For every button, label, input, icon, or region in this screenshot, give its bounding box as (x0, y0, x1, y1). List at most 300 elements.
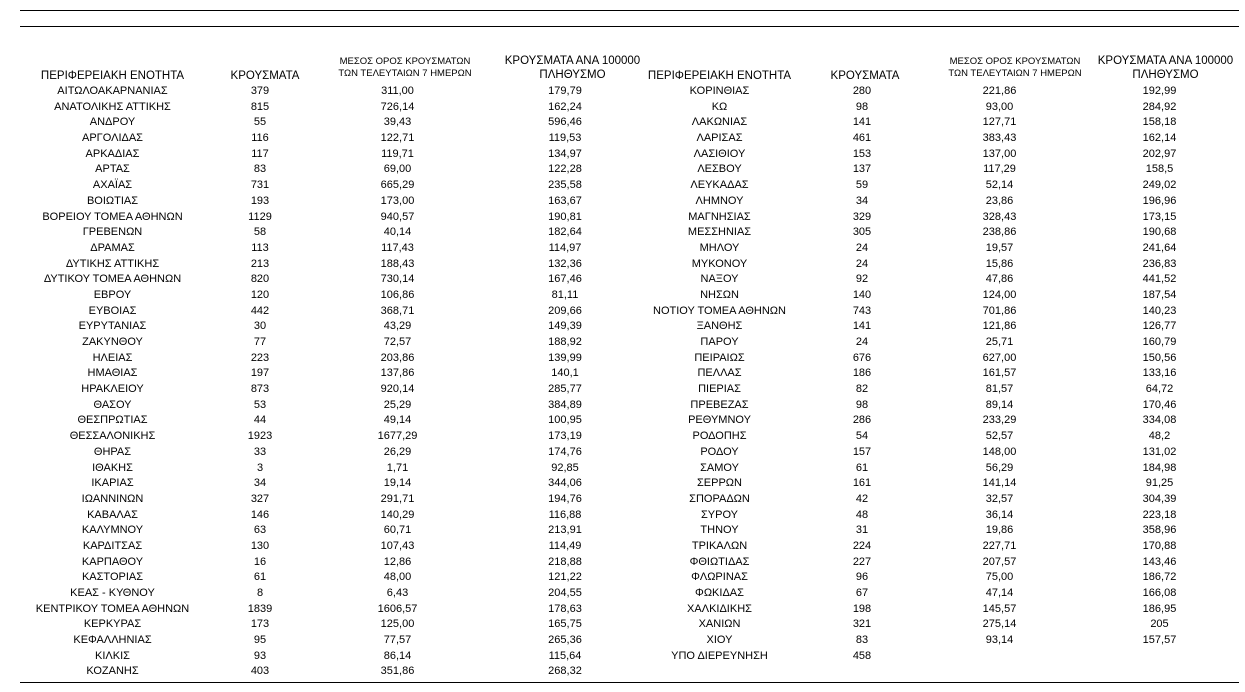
cases-cell: 743 (852, 304, 872, 317)
per100k-cell: 158,5 (1145, 163, 1174, 176)
cases-cell: 173 (250, 618, 270, 631)
region-cell: ΡΟΔΟΥ (700, 445, 739, 458)
avg7-cell: 107,43 (380, 539, 415, 552)
avg7-cell: 383,43 (982, 132, 1017, 145)
table-row (20, 492, 650, 508)
region-cell: ΗΜΑΘΙΑΣ (87, 367, 138, 380)
cases-cell: 140 (852, 288, 872, 301)
table-row (20, 633, 650, 649)
region-cell: ΥΠΟ ΔΙΕΡΕΥΝΗΣΗ (671, 649, 768, 662)
per100k-cell: 218,88 (548, 555, 582, 568)
per100k-cell: 194,76 (548, 492, 582, 505)
avg7-cell: 19,14 (383, 477, 412, 490)
per100k-cell: 165,75 (548, 618, 582, 631)
per100k-cell: 81,11 (551, 288, 579, 301)
table-row (632, 115, 1237, 131)
region-cell: ΛΕΥΚΑΔΑΣ (690, 179, 749, 192)
header-per100k-line2: ΠΛΗΘΥΣΜΟ (1132, 69, 1199, 81)
per100k-cell: 196,96 (1142, 194, 1177, 207)
table-row (632, 210, 1237, 226)
cases-cell: 53 (253, 398, 267, 411)
per100k-cell: 162,14 (1142, 132, 1177, 145)
cases-cell: 280 (852, 85, 872, 97)
region-cell: ΗΡΑΚΛΕΙΟΥ (81, 383, 144, 396)
table-row (20, 351, 650, 367)
table-row (20, 445, 650, 461)
region-cell: ΓΡΕΒΕΝΩΝ (82, 226, 143, 239)
table-row (632, 398, 1237, 414)
header-per100k-line2: ΠΛΗΘΥΣΜΟ (539, 69, 606, 81)
table-row (632, 351, 1237, 367)
cases-cell: 24 (855, 336, 869, 348)
table-row (20, 162, 650, 178)
cases-cell: 8 (256, 587, 264, 599)
per100k-cell: 143,46 (1142, 555, 1177, 568)
header-cases-left: ΚΡΟΥΣΜΑΤΑ (230, 70, 300, 82)
region-cell: ΘΗΡΑΣ (93, 445, 132, 458)
cases-cell: 48 (855, 508, 869, 521)
avg7-cell: 137,86 (380, 367, 415, 380)
table-row (632, 84, 1237, 100)
per100k-cell: 133,16 (1142, 367, 1177, 380)
table-row (20, 523, 650, 539)
region-cell: ΤΗΝΟΥ (700, 524, 739, 537)
avg7-cell: 72,57 (383, 336, 412, 348)
avg7-cell: 627,00 (982, 351, 1017, 364)
left-table (20, 84, 650, 680)
region-cell: ΦΘΙΩΤΙΔΑΣ (689, 555, 750, 568)
avg7-cell: 227,71 (982, 539, 1017, 552)
avg7-cell: 52,57 (985, 430, 1014, 443)
region-cell: ΠΡΕΒΕΖΑΣ (690, 398, 749, 411)
region-cell: ΦΛΩΡΙΝΑΣ (691, 571, 748, 584)
region-cell: ΚΕΡΚΥΡΑΣ (83, 618, 142, 631)
region-cell: ΚΑΣΤΟΡΙΑΣ (81, 571, 144, 584)
cases-cell: 3 (256, 461, 264, 474)
avg7-cell: 1606,57 (377, 602, 418, 615)
region-cell: ΧΑΛΚΙΔΙΚΗΣ (687, 602, 752, 615)
region-cell: ΛΑΚΩΝΙΑΣ (691, 116, 748, 129)
avg7-cell: 25,29 (383, 398, 412, 411)
region-cell: ΣΥΡΟΥ (700, 508, 738, 521)
avg7-cell: 122,71 (380, 132, 415, 145)
header-avg7-line2: ΤΩΝ ΤΕΛΕΥΤΑΙΩΝ 7 ΗΜΕΡΩΝ (948, 68, 1082, 79)
avg7-cell: 89,14 (985, 398, 1014, 411)
per100k-cell: 149,39 (548, 320, 582, 333)
table-row (20, 178, 650, 194)
region-cell: ΚΙΛΚΙΣ (95, 649, 130, 662)
region-cell: ΣΠΟΡΑΔΩΝ (689, 492, 750, 505)
per100k-cell: 182,64 (548, 226, 582, 239)
region-cell: ΚΕΑΣ - ΚΥΘΝΟΥ (70, 587, 155, 599)
table-row (20, 461, 650, 477)
cases-cell: 224 (852, 539, 872, 552)
table-row (632, 523, 1237, 539)
per100k-cell: 209,66 (548, 304, 582, 317)
per100k-cell: 173,15 (1142, 210, 1177, 223)
per100k-cell: 91,25 (1145, 477, 1174, 490)
avg7-cell: 39,43 (383, 116, 412, 129)
region-cell: ΘΕΣΣΑΛΟΝΙΚΗΣ (69, 430, 156, 443)
region-cell: ΝΟΤΙΟΥ ΤΟΜΕΑ ΑΘΗΝΩΝ (653, 304, 786, 317)
region-cell: ΠΙΕΡΙΑΣ (698, 383, 741, 396)
table-row (20, 225, 650, 241)
avg7-cell: 701,86 (982, 304, 1017, 317)
cases-cell: 157 (852, 445, 872, 458)
region-cell: ΧΙΟΥ (706, 634, 733, 647)
avg7-cell: 328,43 (982, 210, 1017, 223)
table-row (632, 461, 1237, 477)
cases-cell: 227 (852, 555, 872, 568)
avg7-cell: 311,00 (381, 85, 414, 97)
cases-cell: 186 (852, 367, 872, 380)
region-cell: ΚΑΒΑΛΑΣ (87, 508, 138, 521)
per100k-cell: 64,72 (1145, 383, 1174, 396)
table-row (632, 366, 1237, 382)
region-cell: ΔΥΤΙΚΗΣ ΑΤΤΙΚΗΣ (65, 257, 160, 270)
cases-cell: 873 (250, 383, 270, 396)
region-cell: ΑΡΓΟΛΙΔΑΣ (82, 132, 143, 145)
right-table (632, 84, 1237, 664)
cases-cell: 223 (250, 351, 270, 364)
cases-cell: 731 (250, 179, 270, 192)
avg7-cell: 275,14 (982, 618, 1017, 631)
cases-cell: 1129 (248, 210, 272, 223)
per100k-cell: 204,55 (548, 587, 582, 599)
cases-cell: 61 (253, 571, 267, 584)
avg7-cell: 145,57 (982, 602, 1017, 615)
region-cell: ΚΟΡΙΝΘΙΑΣ (689, 85, 750, 97)
cases-cell: 44 (253, 414, 267, 427)
table-row (632, 445, 1237, 461)
table-row (632, 382, 1237, 398)
header-avg7-left (320, 56, 490, 80)
region-cell: ΕΥΡΥΤΑΝΙΑΣ (78, 320, 147, 333)
cases-cell: 403 (250, 665, 270, 678)
region-cell: ΑΡΚΑΔΙΑΣ (85, 147, 140, 160)
cases-cell: 327 (250, 492, 270, 505)
table-row (632, 319, 1237, 335)
table-row (632, 586, 1237, 602)
per100k-cell: 384,89 (548, 398, 582, 411)
cases-cell: 33 (253, 445, 267, 458)
table-row (632, 241, 1237, 257)
region-cell: ΚΕΝΤΡΙΚΟΥ ΤΟΜΕΑ ΑΘΗΝΩΝ (35, 602, 190, 615)
table-row (20, 649, 650, 665)
region-cell: ΚΟΖΑΝΗΣ (86, 665, 139, 678)
region-cell: ΚΩ (711, 100, 728, 113)
per100k-cell: 100,95 (548, 414, 582, 427)
avg7-cell: 1677,29 (377, 430, 418, 443)
cases-cell: 161 (852, 477, 872, 490)
region-cell: ΑΡΤΑΣ (95, 163, 130, 176)
avg7-cell: 140,29 (380, 508, 415, 521)
avg7-cell: 117,43 (381, 241, 414, 254)
table-row (20, 664, 650, 680)
cases-cell: 24 (855, 241, 869, 254)
avg7-cell: 19,57 (985, 241, 1014, 254)
region-cell: ΣΑΜΟΥ (700, 461, 739, 474)
table-row (20, 586, 650, 602)
region-cell: ΡΟΔΟΠΗΣ (692, 430, 747, 443)
header-region-left: ΠΕΡΙΦΕΡΕΙΑΚΗ ΕΝΟΤΗΤΑ (40, 70, 185, 82)
per100k-cell: 157,57 (1142, 634, 1177, 647)
table-row (20, 288, 650, 304)
cases-cell: 98 (855, 100, 869, 113)
table-row (20, 304, 650, 320)
region-cell: ΞΑΝΘΗΣ (696, 320, 743, 333)
per100k-cell: 441,52 (1142, 273, 1177, 286)
per100k-cell: 241,64 (1142, 241, 1177, 254)
cases-cell: 63 (253, 524, 267, 537)
avg7-cell: 86,14 (383, 649, 412, 662)
cases-cell: 59 (855, 179, 869, 192)
per100k-cell: 167,46 (548, 273, 582, 286)
per100k-cell: 213,91 (548, 524, 582, 537)
table-row (632, 194, 1237, 210)
per100k-cell: 188,92 (548, 336, 582, 348)
per100k-cell: 178,63 (548, 602, 582, 615)
table-row (632, 429, 1237, 445)
per100k-cell: 249,02 (1142, 179, 1177, 192)
table-row (20, 194, 650, 210)
table-row (632, 508, 1237, 524)
cases-cell: 30 (253, 320, 267, 333)
region-cell: ΛΗΜΝΟΥ (695, 194, 744, 207)
table-row (20, 429, 650, 445)
avg7-cell: 665,29 (380, 179, 415, 192)
per100k-cell: 190,81 (548, 210, 582, 223)
table-row (632, 147, 1237, 163)
region-cell: ΕΥΒΟΙΑΣ (88, 304, 137, 317)
region-cell: ΑΙΤΩΛΟΑΚΑΡΝΑΝΙΑΣ (57, 85, 168, 97)
avg7-cell: 124,00 (982, 288, 1017, 301)
cases-cell: 98 (855, 398, 869, 411)
cases-cell: 321 (852, 618, 872, 631)
per100k-cell: 192,99 (1142, 85, 1177, 97)
region-cell: ΛΑΣΙΘΙΟΥ (693, 147, 746, 160)
cases-cell: 137 (852, 163, 872, 176)
avg7-cell: 19,86 (985, 524, 1014, 537)
region-cell: ΜΥΚΟΝΟΥ (691, 257, 748, 270)
avg7-cell: 233,29 (982, 414, 1017, 427)
avg7-cell: 47,86 (985, 273, 1014, 286)
table-row (632, 225, 1237, 241)
per100k-cell: 170,46 (1142, 398, 1177, 411)
region-cell: ΛΑΡΙΣΑΣ (696, 132, 743, 145)
cases-cell: 54 (855, 430, 869, 443)
cases-cell: 329 (852, 210, 872, 223)
avg7-cell: 93,00 (985, 100, 1014, 113)
table-row (20, 257, 650, 273)
region-cell: ΘΑΣΟΥ (93, 398, 132, 411)
avg7-cell: 141,14 (982, 477, 1017, 490)
table-row (20, 272, 650, 288)
per100k-cell: 202,97 (1142, 147, 1177, 160)
per100k-cell: 268,32 (548, 665, 582, 678)
avg7-cell: 32,57 (985, 492, 1014, 505)
region-cell: ΤΡΙΚΑΛΩΝ (691, 539, 748, 552)
cases-cell: 95 (253, 634, 267, 647)
region-cell: ΝΗΣΩΝ (700, 288, 739, 301)
cases-cell: 305 (852, 226, 872, 239)
per100k-cell: 140,23 (1142, 304, 1177, 317)
table-row (632, 555, 1237, 571)
table-row (20, 555, 650, 571)
table-row (632, 492, 1237, 508)
region-cell: ΚΑΡΠΑΘΟΥ (81, 555, 144, 568)
table-row (20, 617, 650, 633)
cases-cell: 116 (251, 132, 269, 145)
cases-cell: 61 (855, 461, 869, 474)
avg7-cell: 726,14 (380, 100, 415, 113)
table-row (632, 131, 1237, 147)
table-row (632, 335, 1237, 351)
per100k-cell: 114,49 (548, 539, 582, 552)
per100k-cell: 170,88 (1142, 539, 1177, 552)
region-cell: ΦΩΚΙΔΑΣ (695, 587, 744, 599)
header-per100k-right (1088, 54, 1243, 82)
avg7-cell: 69,00 (383, 163, 412, 176)
avg7-cell: 121,86 (982, 320, 1017, 333)
cases-cell: 286 (852, 414, 872, 427)
avg7-cell: 6,43 (386, 587, 409, 599)
cases-cell: 141 (852, 116, 872, 129)
avg7-cell: 25,71 (985, 336, 1014, 348)
bottom-rule (20, 682, 1239, 683)
cases-cell: 1923 (247, 430, 273, 443)
cases-cell: 676 (852, 351, 872, 364)
avg7-cell: 127,71 (982, 116, 1017, 129)
per100k-cell: 179,79 (548, 85, 582, 97)
table-row (632, 304, 1237, 320)
per100k-cell: 186,72 (1142, 571, 1177, 584)
table-row (20, 335, 650, 351)
table-row (632, 602, 1237, 618)
table-row (20, 539, 650, 555)
avg7-cell: 15,86 (985, 257, 1014, 270)
table-row (20, 382, 650, 398)
cases-cell: 83 (253, 163, 267, 176)
avg7-cell: 148,00 (982, 445, 1017, 458)
region-cell: ΕΒΡΟΥ (93, 288, 132, 301)
per100k-cell: 166,08 (1142, 587, 1177, 599)
avg7-cell: 12,86 (383, 555, 412, 568)
per100k-cell: 48,2 (1148, 430, 1171, 443)
avg7-cell: 351,86 (380, 665, 415, 678)
per100k-cell: 187,54 (1142, 288, 1177, 301)
region-cell: ΙΩΑΝΝΙΝΩΝ (81, 492, 144, 505)
cases-cell: 146 (250, 508, 270, 521)
avg7-cell: 52,14 (985, 179, 1014, 192)
avg7-cell: 48,00 (383, 571, 412, 584)
avg7-cell: 940,57 (380, 210, 415, 223)
region-cell: ΡΕΘΥΜΝΟΥ (688, 414, 751, 427)
cases-cell: 153 (852, 147, 872, 160)
cases-cell: 213 (250, 257, 270, 270)
avg7-cell: 106,86 (380, 288, 415, 301)
per100k-cell: 158,18 (1142, 116, 1177, 129)
per100k-cell: 162,24 (548, 100, 582, 113)
table-row (20, 131, 650, 147)
cases-cell: 130 (250, 539, 270, 552)
cases-cell: 117 (251, 147, 269, 160)
avg7-cell: 291,71 (380, 492, 415, 505)
table-row (20, 241, 650, 257)
table-row (20, 115, 650, 131)
avg7-cell: 93,14 (985, 634, 1014, 647)
table-row (20, 570, 650, 586)
header-avg7-line2: ΤΩΝ ΤΕΛΕΥΤΑΙΩΝ 7 ΗΜΕΡΩΝ (338, 68, 472, 79)
header-per100k-line1: ΚΡΟΥΣΜΑΤΑ ΑΝΑ 100000 (1097, 55, 1234, 67)
per100k-cell: 223,18 (1142, 508, 1177, 521)
header-region-right: ΠΕΡΙΦΕΡΕΙΑΚΗ ΕΝΟΤΗΤΑ (647, 70, 792, 82)
region-cell: ΘΕΣΠΡΩΤΙΑΣ (77, 414, 148, 427)
cases-cell: 198 (852, 602, 872, 615)
cases-cell: 31 (855, 524, 869, 537)
table-row (632, 633, 1237, 649)
avg7-cell: 221,86 (982, 85, 1017, 97)
region-cell: ΜΗΛΟΥ (699, 241, 740, 254)
per100k-cell: 119,53 (548, 132, 582, 145)
per100k-cell: 114,97 (548, 241, 582, 254)
region-cell: ΗΛΕΙΑΣ (92, 351, 133, 364)
table-row (20, 366, 650, 382)
region-cell: ΛΕΣΒΟΥ (697, 163, 742, 176)
region-cell: ΠΑΡΟΥ (700, 336, 739, 348)
region-cell: ΝΑΞΟΥ (700, 273, 739, 286)
cases-cell: 1839 (247, 602, 273, 615)
per100k-cell: 358,96 (1142, 524, 1177, 537)
per100k-cell: 163,67 (548, 194, 582, 207)
per100k-cell: 126,77 (1142, 320, 1177, 333)
avg7-cell: 1,71 (386, 461, 409, 474)
per100k-cell: 186,95 (1142, 602, 1177, 615)
cases-cell: 193 (250, 194, 270, 207)
table-row (632, 178, 1237, 194)
cases-cell: 34 (855, 194, 869, 207)
table-row (20, 602, 650, 618)
region-cell: ΙΘΑΚΗΣ (92, 461, 133, 474)
per100k-cell: 190,68 (1142, 226, 1177, 239)
avg7-cell: 60,71 (383, 524, 412, 537)
region-cell: ΠΕΙΡΑΙΩΣ (694, 351, 745, 364)
table-row (632, 476, 1237, 492)
avg7-cell: 117,29 (983, 163, 1016, 176)
table-row (20, 84, 650, 100)
avg7-cell: 920,14 (380, 383, 415, 396)
cases-cell: 82 (855, 383, 869, 396)
avg7-cell: 238,86 (982, 226, 1017, 239)
cases-cell: 83 (855, 634, 869, 647)
cases-cell: 42 (855, 492, 869, 505)
region-cell: ΙΚΑΡΙΑΣ (91, 477, 134, 490)
region-cell: ΑΝΑΤΟΛΙΚΗΣ ΑΤΤΙΚΗΣ (54, 100, 171, 113)
cases-cell: 24 (855, 257, 869, 270)
table-row (632, 272, 1237, 288)
per100k-cell: 121,22 (548, 571, 582, 584)
table-row (632, 162, 1237, 178)
avg7-cell: 203,86 (380, 351, 415, 364)
table-row (20, 210, 650, 226)
cases-cell: 141 (852, 320, 872, 333)
region-cell: ΠΕΛΛΑΣ (697, 367, 742, 380)
cases-cell: 461 (852, 132, 872, 145)
avg7-cell: 77,57 (383, 634, 412, 647)
per100k-cell: 150,56 (1142, 351, 1177, 364)
region-cell: ΚΑΡΔΙΤΣΑΣ (82, 539, 143, 552)
avg7-cell: 188,43 (380, 257, 415, 270)
